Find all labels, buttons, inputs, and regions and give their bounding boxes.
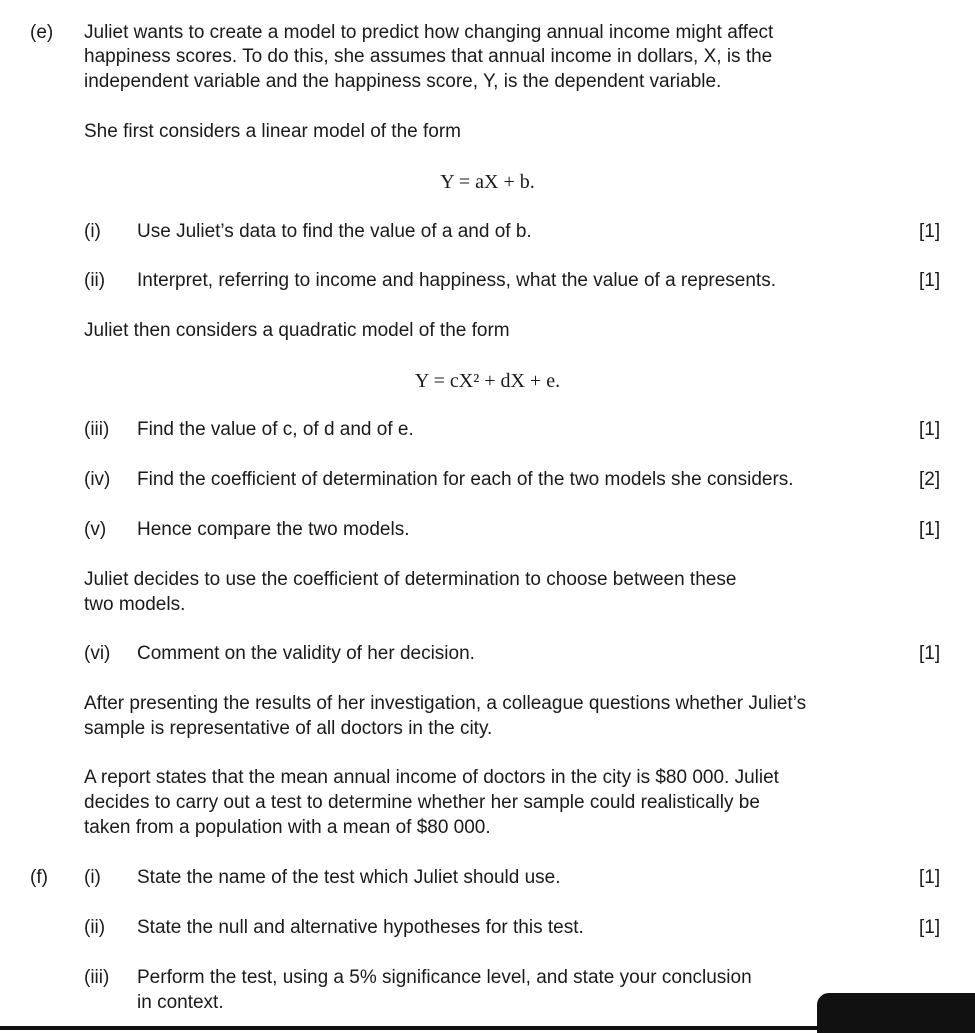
question-e-v-text: Hence compare the two models. (137, 519, 410, 540)
quadratic-model-intro: Juliet then considers a quadratic model of the form (84, 320, 510, 341)
question-e-iv-marks: [2] (919, 469, 941, 490)
question-e-i-marks: [1] (919, 221, 941, 242)
question-f-iii-line-1: Perform the test, using a 5% significance level, and state your conclusion (137, 967, 752, 988)
question-f-ii-number: (ii) (84, 917, 106, 938)
intro-line-3: independent variable and the happiness score, Y, is the dependent variable. (84, 71, 722, 92)
intro-line-1: Juliet wants to create a model to predict how changing annual income might affect (84, 22, 774, 43)
part-f-label: (f) (30, 867, 48, 888)
report-line-2: decides to carry out a test to determine whether her sample could realistically be (84, 792, 760, 813)
decision-line-1: Juliet decides to use the coefficient of determination to choose between these (84, 569, 737, 590)
question-e-vi-marks: [1] (919, 643, 941, 664)
quadratic-equation: Y = cX² + dX + e. (414, 370, 561, 392)
question-e-iv-number: (iv) (84, 469, 111, 490)
question-f-iii-number: (iii) (84, 967, 110, 988)
question-e-iii-number: (iii) (84, 419, 110, 440)
question-e-iv-text: Find the coefficient of determination for each of the two models she considers. (137, 469, 794, 490)
question-e-vi-number: (vi) (84, 643, 111, 664)
report-line-3: taken from a population with a mean of $80 000. (84, 817, 491, 838)
question-e-i-number: (i) (84, 221, 101, 242)
question-f-ii-text: State the null and alternative hypotheses for this test. (137, 917, 584, 938)
question-e-v-number: (v) (84, 519, 107, 540)
question-e-v-marks: [1] (919, 519, 941, 540)
question-f-i-number: (i) (84, 867, 101, 888)
intro-line-2: happiness scores. To do this, she assumes that annual income in dollars, X, is the (84, 46, 773, 67)
question-e-ii-text: Interpret, referring to income and happiness, what the value of a represents. (137, 270, 776, 291)
part-e-label: (e) (30, 22, 54, 43)
question-e-ii-marks: [1] (919, 270, 941, 291)
bottom-right-dark-tab (817, 993, 975, 1033)
linear-equation: Y = aX + b. (440, 171, 535, 193)
question-f-i-text: State the name of the test which Juliet should use. (137, 867, 561, 888)
colleague-line-1: After presenting the results of her investigation, a colleague questions whether Juliet’s (84, 693, 807, 714)
question-f-i-marks: [1] (919, 867, 941, 888)
question-f-ii-marks: [1] (919, 917, 941, 938)
question-e-iii-text: Find the value of c, of d and of e. (137, 419, 414, 440)
colleague-line-2: sample is representative of all doctors in the city. (84, 718, 493, 739)
report-line-1: A report states that the mean annual income of doctors in the city is $80 000. Juliet (84, 767, 779, 788)
question-e-iii-marks: [1] (919, 419, 941, 440)
question-e-ii-number: (ii) (84, 270, 106, 291)
question-e-i-text: Use Juliet’s data to find the value of a and of b. (137, 221, 532, 242)
linear-model-intro: She first considers a linear model of the form (84, 121, 462, 142)
question-e-vi-text: Comment on the validity of her decision. (137, 643, 475, 664)
question-f-iii-line-2: in context. (137, 992, 224, 1013)
decision-line-2: two models. (84, 594, 186, 615)
